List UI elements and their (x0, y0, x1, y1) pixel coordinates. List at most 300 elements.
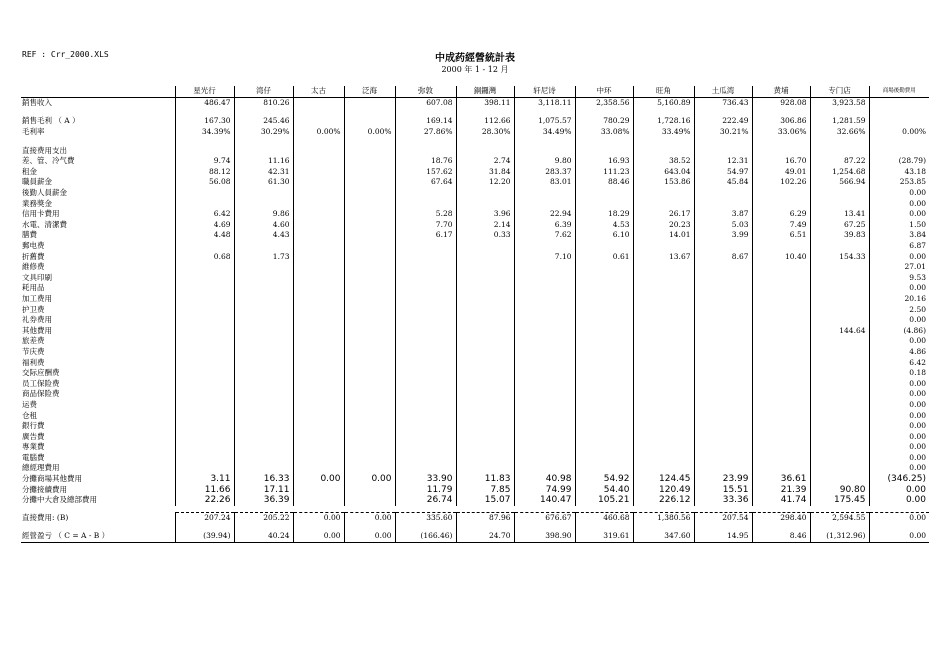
spacer-cell (456, 108, 514, 116)
value-cell: 9.74 (175, 156, 234, 167)
value-cell (456, 442, 514, 453)
row-label: 廣告費 (22, 431, 45, 441)
value-cell: 34.49% (514, 127, 575, 138)
column-header: 旺角 (633, 86, 694, 97)
value-cell (234, 188, 293, 199)
value-cell: 0.00 (869, 389, 929, 400)
value-cell: 928.08 (752, 97, 810, 108)
value-cell (752, 336, 810, 347)
value-cell (752, 368, 810, 379)
value-cell: 88.46 (575, 177, 633, 188)
table-row (21, 304, 929, 315)
value-cell (514, 357, 575, 368)
value-cell: 6.39 (514, 220, 575, 231)
spacer-cell (575, 137, 633, 145)
value-cell (456, 389, 514, 400)
value-cell: 319.61 (575, 531, 633, 542)
spacer-cell (514, 523, 575, 531)
value-cell: 17.11 (234, 484, 293, 495)
value-cell (395, 347, 456, 358)
value-cell: 0.61 (575, 251, 633, 262)
value-cell: 2.50 (869, 304, 929, 315)
value-cell (575, 336, 633, 347)
value-cell (575, 357, 633, 368)
value-cell (175, 400, 234, 411)
row-label: 节庆费 (22, 346, 45, 356)
table-row (21, 145, 929, 156)
row-label: 電腦費 (22, 452, 45, 462)
value-cell (456, 283, 514, 294)
value-cell: 54.92 (575, 474, 633, 485)
spacer-cell (395, 108, 456, 116)
value-cell (344, 188, 395, 199)
spacer-cell (395, 523, 456, 531)
value-cell (175, 304, 234, 315)
value-cell (514, 463, 575, 474)
value-cell: 33.36 (694, 495, 752, 506)
value-cell (456, 273, 514, 284)
value-cell (694, 325, 752, 336)
column-header: 黄埔 (752, 86, 810, 97)
value-cell (344, 357, 395, 368)
value-cell: 0.00 (869, 283, 929, 294)
value-cell (514, 453, 575, 464)
value-cell (633, 453, 694, 464)
value-cell: 20.23 (633, 220, 694, 231)
spacer-cell (575, 523, 633, 531)
row-label: 分攤中大倉及總部費用 (22, 495, 97, 505)
value-cell (395, 357, 456, 368)
value-cell (293, 463, 344, 474)
value-cell (810, 474, 869, 485)
value-cell: 32.66% (810, 127, 869, 138)
value-cell (175, 442, 234, 453)
value-cell (633, 198, 694, 209)
value-cell: 0.00 (869, 442, 929, 453)
value-cell: 2,358.56 (575, 97, 633, 108)
value-cell (456, 325, 514, 336)
value-cell (395, 294, 456, 305)
column-header: 星光行 (175, 86, 234, 97)
value-cell: 88.12 (175, 167, 234, 178)
value-cell: 30.21% (694, 127, 752, 138)
value-cell (344, 410, 395, 421)
table-row (21, 198, 929, 209)
value-cell: 1,380.56 (633, 512, 694, 523)
value-cell: 4.69 (175, 220, 234, 231)
value-cell: 2,594.55 (810, 512, 869, 523)
value-cell (752, 347, 810, 358)
table-row (21, 262, 929, 273)
value-cell (752, 304, 810, 315)
value-cell (293, 410, 344, 421)
value-cell: 90.80 (810, 484, 869, 495)
value-cell (694, 304, 752, 315)
spacer-cell (752, 523, 810, 531)
value-cell (293, 188, 344, 199)
row-label: 後勤人員薪金 (22, 188, 67, 198)
spacer-cell (344, 523, 395, 531)
value-cell (395, 273, 456, 284)
value-cell: 0.00 (869, 463, 929, 474)
value-cell (344, 167, 395, 178)
value-cell: 0.00 (869, 512, 929, 523)
value-cell: 6.29 (752, 209, 810, 220)
value-cell (293, 220, 344, 231)
value-cell: 34.39% (175, 127, 234, 138)
value-cell (810, 347, 869, 358)
value-cell (694, 273, 752, 284)
value-cell: 33.90 (395, 474, 456, 485)
value-cell (293, 209, 344, 220)
value-cell (395, 325, 456, 336)
table-row (21, 294, 929, 305)
value-cell (293, 273, 344, 284)
value-cell (293, 177, 344, 188)
row-label: 毛利率 (22, 127, 45, 137)
value-cell: 15.51 (694, 484, 752, 495)
value-cell (694, 241, 752, 252)
value-cell: 12.20 (456, 177, 514, 188)
spacer-cell (694, 523, 752, 531)
value-cell: 9.86 (234, 209, 293, 220)
value-cell (456, 463, 514, 474)
spacer-row (21, 108, 929, 116)
value-cell (694, 421, 752, 432)
value-cell: 0.00 (293, 512, 344, 523)
column-header: 銅鑼灣 (456, 86, 514, 97)
table-row (21, 495, 929, 506)
row-label: 水電、清潔費 (22, 219, 67, 229)
value-cell: 347.60 (633, 531, 694, 542)
value-cell (293, 442, 344, 453)
spacer-cell (869, 108, 929, 116)
value-cell (633, 315, 694, 326)
column-header: 湾仔 (234, 86, 293, 97)
value-cell (810, 294, 869, 305)
value-cell (234, 262, 293, 273)
spacer-label (21, 137, 175, 145)
row-label: 郵电费 (22, 241, 45, 251)
value-cell (456, 431, 514, 442)
value-cell: 3.99 (694, 230, 752, 241)
value-cell (344, 389, 395, 400)
value-cell (575, 273, 633, 284)
value-cell (456, 315, 514, 326)
value-cell: 41.74 (752, 495, 810, 506)
value-cell (344, 145, 395, 156)
value-cell: 1.50 (869, 220, 929, 231)
value-cell: 153.86 (633, 177, 694, 188)
header-blank (21, 86, 175, 97)
value-cell (456, 336, 514, 347)
value-cell (633, 368, 694, 379)
table-row (21, 209, 929, 220)
value-cell: 0.00 (293, 531, 344, 542)
value-cell: 28.30% (456, 127, 514, 138)
value-cell: 16.70 (752, 156, 810, 167)
value-cell: 4.60 (234, 220, 293, 231)
value-cell (293, 347, 344, 358)
value-cell: 87.22 (810, 156, 869, 167)
spacer-cell (234, 523, 293, 531)
value-cell (514, 400, 575, 411)
value-cell (633, 294, 694, 305)
value-cell (514, 145, 575, 156)
value-cell (694, 368, 752, 379)
spacer-cell (514, 137, 575, 145)
value-cell (575, 368, 633, 379)
value-cell: 15.07 (456, 495, 514, 506)
value-cell (344, 116, 395, 127)
value-cell (752, 400, 810, 411)
value-cell (752, 198, 810, 209)
value-cell (694, 336, 752, 347)
value-cell (395, 410, 456, 421)
value-cell: 6.87 (869, 241, 929, 252)
value-cell (514, 368, 575, 379)
value-cell: 3.87 (694, 209, 752, 220)
column-header: 土瓜湾 (694, 86, 752, 97)
value-cell (344, 262, 395, 273)
value-cell (633, 389, 694, 400)
value-cell (293, 145, 344, 156)
row-label: 業務獎金 (22, 198, 52, 208)
value-cell (633, 378, 694, 389)
value-cell: 102.26 (752, 177, 810, 188)
value-cell: 14.95 (694, 531, 752, 542)
value-cell: 33.08% (575, 127, 633, 138)
value-cell: 83.01 (514, 177, 575, 188)
value-cell: 0.00 (344, 474, 395, 485)
value-cell (694, 294, 752, 305)
value-cell (395, 453, 456, 464)
value-cell (234, 145, 293, 156)
spacer-cell (810, 523, 869, 531)
value-cell (752, 378, 810, 389)
value-cell (293, 357, 344, 368)
table-row (21, 251, 929, 262)
value-cell (395, 336, 456, 347)
value-cell (575, 431, 633, 442)
value-cell (633, 400, 694, 411)
value-cell (234, 453, 293, 464)
value-cell (752, 325, 810, 336)
spacer-cell (456, 523, 514, 531)
spacer-cell (456, 137, 514, 145)
value-cell: 18.29 (575, 209, 633, 220)
value-cell (234, 389, 293, 400)
value-cell (633, 431, 694, 442)
value-cell (633, 336, 694, 347)
value-cell (810, 241, 869, 252)
value-cell: 18.76 (395, 156, 456, 167)
table-row (21, 531, 929, 542)
row-label: 商品保险费 (22, 389, 60, 399)
value-cell (514, 389, 575, 400)
value-cell: 16.33 (234, 474, 293, 485)
value-cell: 120.49 (633, 484, 694, 495)
value-cell (395, 378, 456, 389)
value-cell (575, 304, 633, 315)
value-cell: 460.68 (575, 512, 633, 523)
value-cell: 154.33 (810, 251, 869, 262)
value-cell (575, 283, 633, 294)
value-cell: 11.16 (234, 156, 293, 167)
value-cell (575, 463, 633, 474)
value-cell (810, 453, 869, 464)
value-cell (810, 315, 869, 326)
value-cell: 42.31 (234, 167, 293, 178)
value-cell (514, 325, 575, 336)
value-cell: 6.42 (869, 357, 929, 368)
value-cell (752, 315, 810, 326)
value-cell (810, 368, 869, 379)
header-row (21, 86, 929, 97)
value-cell (694, 188, 752, 199)
spacer-cell (633, 523, 694, 531)
value-cell (456, 453, 514, 464)
value-cell (633, 325, 694, 336)
value-cell: 31.84 (456, 167, 514, 178)
value-cell (395, 262, 456, 273)
value-cell: 0.00 (293, 474, 344, 485)
value-cell (293, 484, 344, 495)
value-cell: (28.79) (869, 156, 929, 167)
spacer-label (21, 108, 175, 116)
value-cell: 16.93 (575, 156, 633, 167)
table-row (21, 410, 929, 421)
value-cell (234, 410, 293, 421)
report-title: 中成药經營統計表 (435, 53, 515, 64)
value-cell: 0.00 (869, 378, 929, 389)
value-cell (575, 145, 633, 156)
value-cell (514, 273, 575, 284)
value-cell: 27.86% (395, 127, 456, 138)
column-header: 轩尼诗 (514, 86, 575, 97)
value-cell: 4.53 (575, 220, 633, 231)
value-cell (514, 431, 575, 442)
value-cell: 5.03 (694, 220, 752, 231)
spacer-cell (694, 108, 752, 116)
value-cell (752, 453, 810, 464)
value-cell: 0.00 (344, 512, 395, 523)
value-cell (694, 378, 752, 389)
value-cell (752, 283, 810, 294)
value-cell: 11.79 (395, 484, 456, 495)
value-cell (456, 294, 514, 305)
value-cell: 0.00 (869, 484, 929, 495)
value-cell (694, 198, 752, 209)
value-cell: 8.46 (752, 531, 810, 542)
value-cell: 5,160.89 (633, 97, 694, 108)
value-cell: 205.22 (234, 512, 293, 523)
value-cell (344, 325, 395, 336)
value-cell (575, 198, 633, 209)
value-cell (175, 347, 234, 358)
value-cell: 38.52 (633, 156, 694, 167)
value-cell (395, 463, 456, 474)
value-cell: 54.40 (575, 484, 633, 495)
value-cell (456, 357, 514, 368)
value-cell (293, 167, 344, 178)
value-cell (234, 347, 293, 358)
spacer-cell (694, 137, 752, 145)
row-label: 礼券费用 (22, 315, 52, 325)
row-label: 其他費用 (22, 325, 52, 335)
value-cell (344, 336, 395, 347)
value-cell (344, 378, 395, 389)
value-cell (633, 442, 694, 453)
value-cell: (4.86) (869, 325, 929, 336)
row-label: 分攤接續費用 (22, 484, 67, 494)
value-cell: 398.11 (456, 97, 514, 108)
table-row (21, 421, 929, 432)
value-cell (514, 347, 575, 358)
value-cell: 22.26 (175, 495, 234, 506)
value-cell (694, 262, 752, 273)
value-cell (395, 400, 456, 411)
value-cell (456, 145, 514, 156)
value-cell: 1.73 (234, 251, 293, 262)
value-cell: 207.24 (175, 512, 234, 523)
value-cell: 24.70 (456, 531, 514, 542)
value-cell (575, 315, 633, 326)
value-cell: 226.12 (633, 495, 694, 506)
value-cell (633, 421, 694, 432)
value-cell (344, 431, 395, 442)
value-cell (633, 145, 694, 156)
value-cell: 8.67 (694, 251, 752, 262)
value-cell (810, 442, 869, 453)
value-cell (293, 421, 344, 432)
value-cell: 283.37 (514, 167, 575, 178)
spacer-cell (234, 108, 293, 116)
value-cell: 0.00% (869, 127, 929, 138)
value-cell (344, 495, 395, 506)
value-cell: 13.67 (633, 251, 694, 262)
value-cell (810, 431, 869, 442)
table-row (21, 241, 929, 252)
value-cell: 676.67 (514, 512, 575, 523)
row-label: 文具印刷 (22, 272, 52, 282)
value-cell: 0.00% (344, 127, 395, 138)
value-cell: 175.45 (810, 495, 869, 506)
table-row (21, 220, 929, 231)
value-cell (810, 400, 869, 411)
value-cell (752, 145, 810, 156)
value-cell (234, 400, 293, 411)
spacer-cell (810, 137, 869, 145)
value-cell (344, 484, 395, 495)
value-cell (344, 241, 395, 252)
value-cell (810, 145, 869, 156)
value-cell: 11.83 (456, 474, 514, 485)
value-cell: (346.25) (869, 474, 929, 485)
spacer-cell (234, 137, 293, 145)
file-reference: REF : Crr_2000.XLS (22, 50, 109, 59)
value-cell: 1,281.59 (810, 116, 869, 127)
value-cell: 30.29% (234, 127, 293, 138)
value-cell (293, 198, 344, 209)
value-cell (575, 347, 633, 358)
value-cell: 810.26 (234, 97, 293, 108)
row-label: 折舊費 (22, 251, 45, 261)
table-row (21, 512, 929, 523)
value-cell: 0.00 (869, 188, 929, 199)
table-row (21, 453, 929, 464)
value-cell: 3.96 (456, 209, 514, 220)
